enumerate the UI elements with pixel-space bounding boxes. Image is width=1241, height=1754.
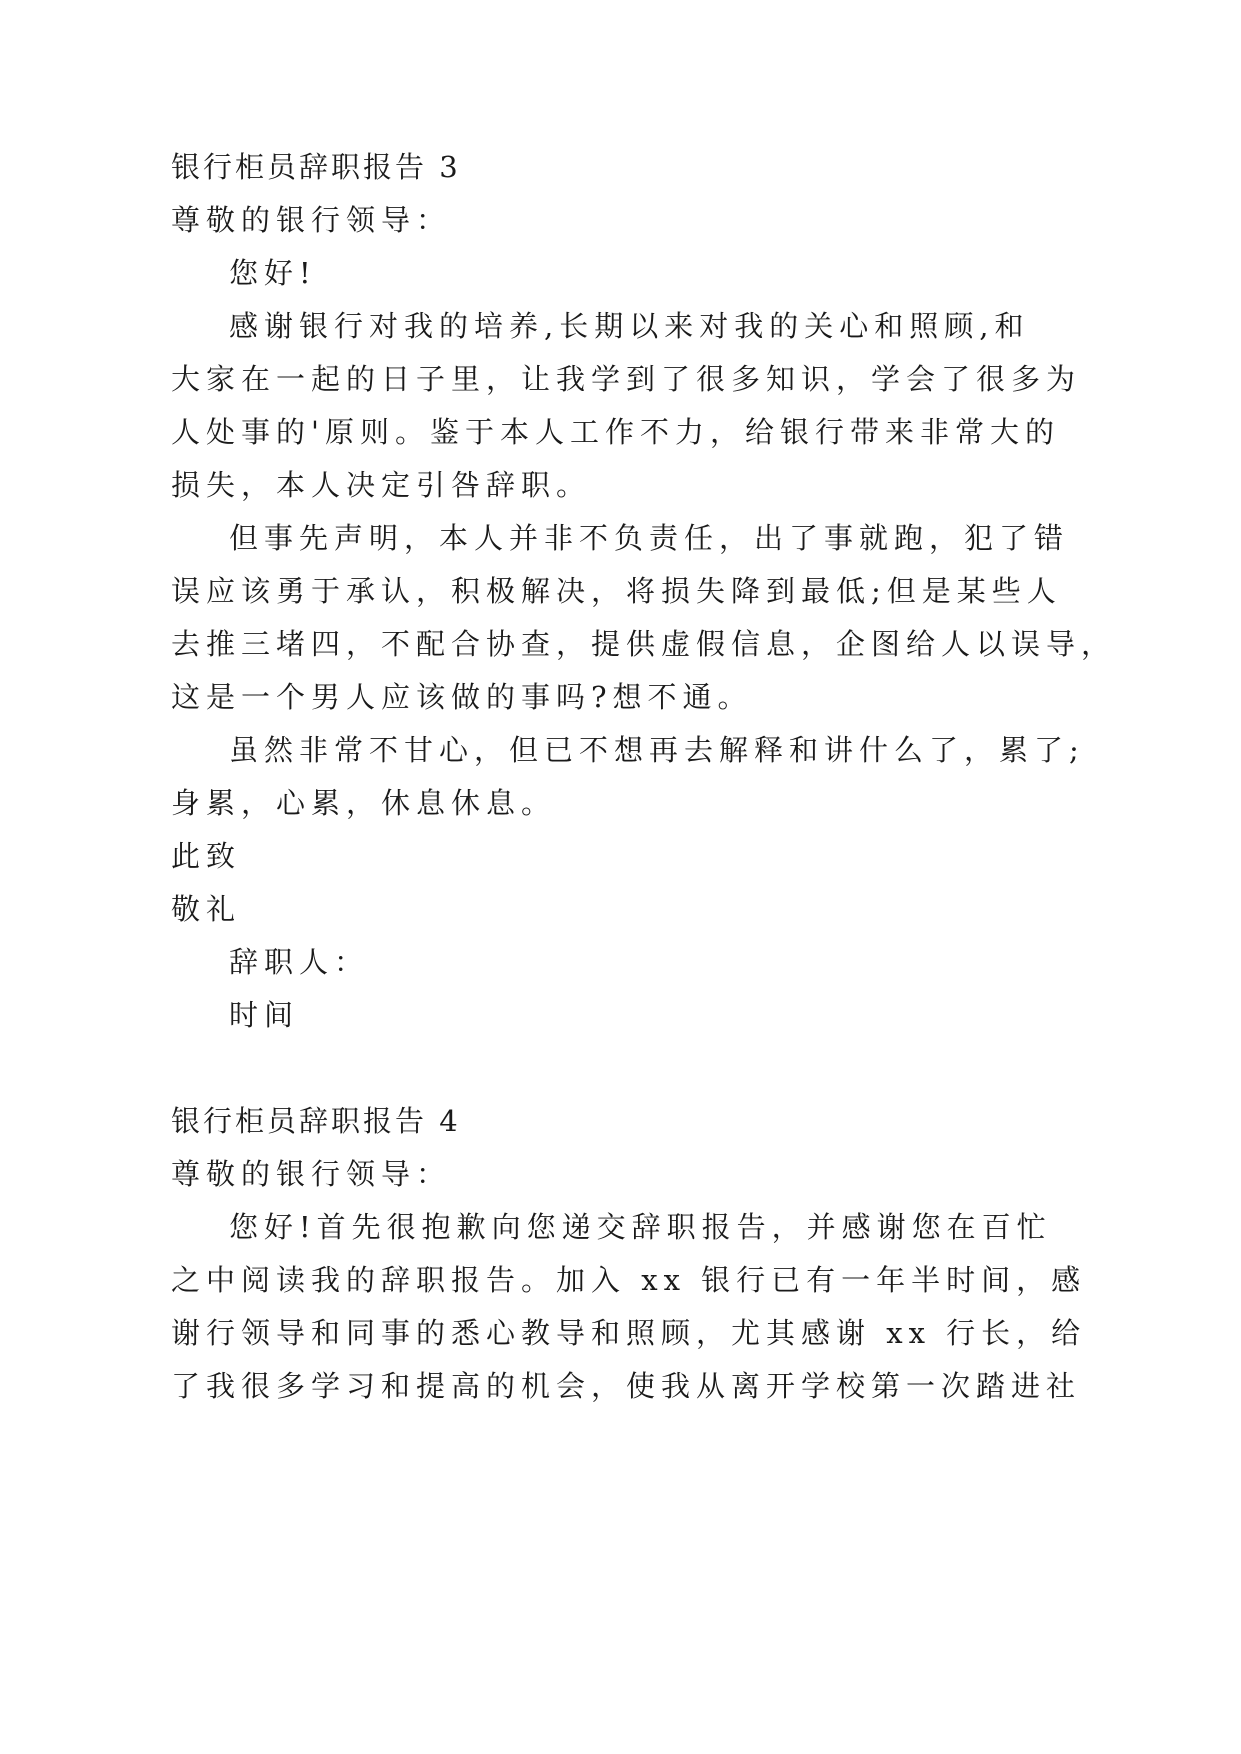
closing-line: 敬礼 xyxy=(171,892,242,926)
paragraph-line: 身累，心累，休息休息。 xyxy=(171,786,557,820)
section-title: 银行柜员辞职报告 4 xyxy=(171,1104,461,1138)
section-title: 银行柜员辞职报告 3 xyxy=(171,150,461,184)
paragraph-line: 谢行领导和同事的悉心教导和照顾，尤其感谢 xx 行长，给 xyxy=(171,1316,1087,1350)
paragraph-line: 但事先声明，本人并非不负责任，出了事就跑，犯了错 xyxy=(229,521,1070,555)
paragraph-line: 人处事的'原则。鉴于本人工作不力，给银行带来非常大的 xyxy=(171,415,1060,449)
paragraph-line: 您好!首先很抱歉向您递交辞职报告，并感谢您在百忙 xyxy=(229,1210,1052,1244)
greeting: 您好! xyxy=(229,256,317,290)
salutation: 尊敬的银行领导： xyxy=(171,1157,452,1191)
date-line: 时间 xyxy=(229,998,300,1032)
paragraph-line: 虽然非常不甘心，但已不想再去解释和讲什么了，累了; xyxy=(229,733,1085,767)
paragraph-line: 了我很多学习和提高的机会，使我从离开学校第一次踏进社 xyxy=(171,1369,1082,1403)
paragraph-line: 损失，本人决定引咎辞职。 xyxy=(171,468,592,502)
salutation: 尊敬的银行领导： xyxy=(171,203,452,237)
paragraph-line: 大家在一起的日子里，让我学到了很多知识，学会了很多为 xyxy=(171,362,1082,396)
paragraph-line: 去推三堵四，不配合协查，提供虚假信息，企图给人以误导， xyxy=(171,627,1117,661)
paragraph-line: 感谢银行对我的培养,长期以来对我的关心和照顾,和 xyxy=(229,309,1030,343)
paragraph-line: 这是一个男人应该做的事吗?想不通。 xyxy=(171,680,753,714)
paragraph-line: 误应该勇于承认，积极解决，将损失降到最低;但是某些人 xyxy=(171,574,1062,608)
closing-line: 此致 xyxy=(171,839,242,873)
paragraph-line: 之中阅读我的辞职报告。加入 xx 银行已有一年半时间，感 xyxy=(171,1263,1087,1297)
signer-line: 辞职人： xyxy=(229,945,370,979)
